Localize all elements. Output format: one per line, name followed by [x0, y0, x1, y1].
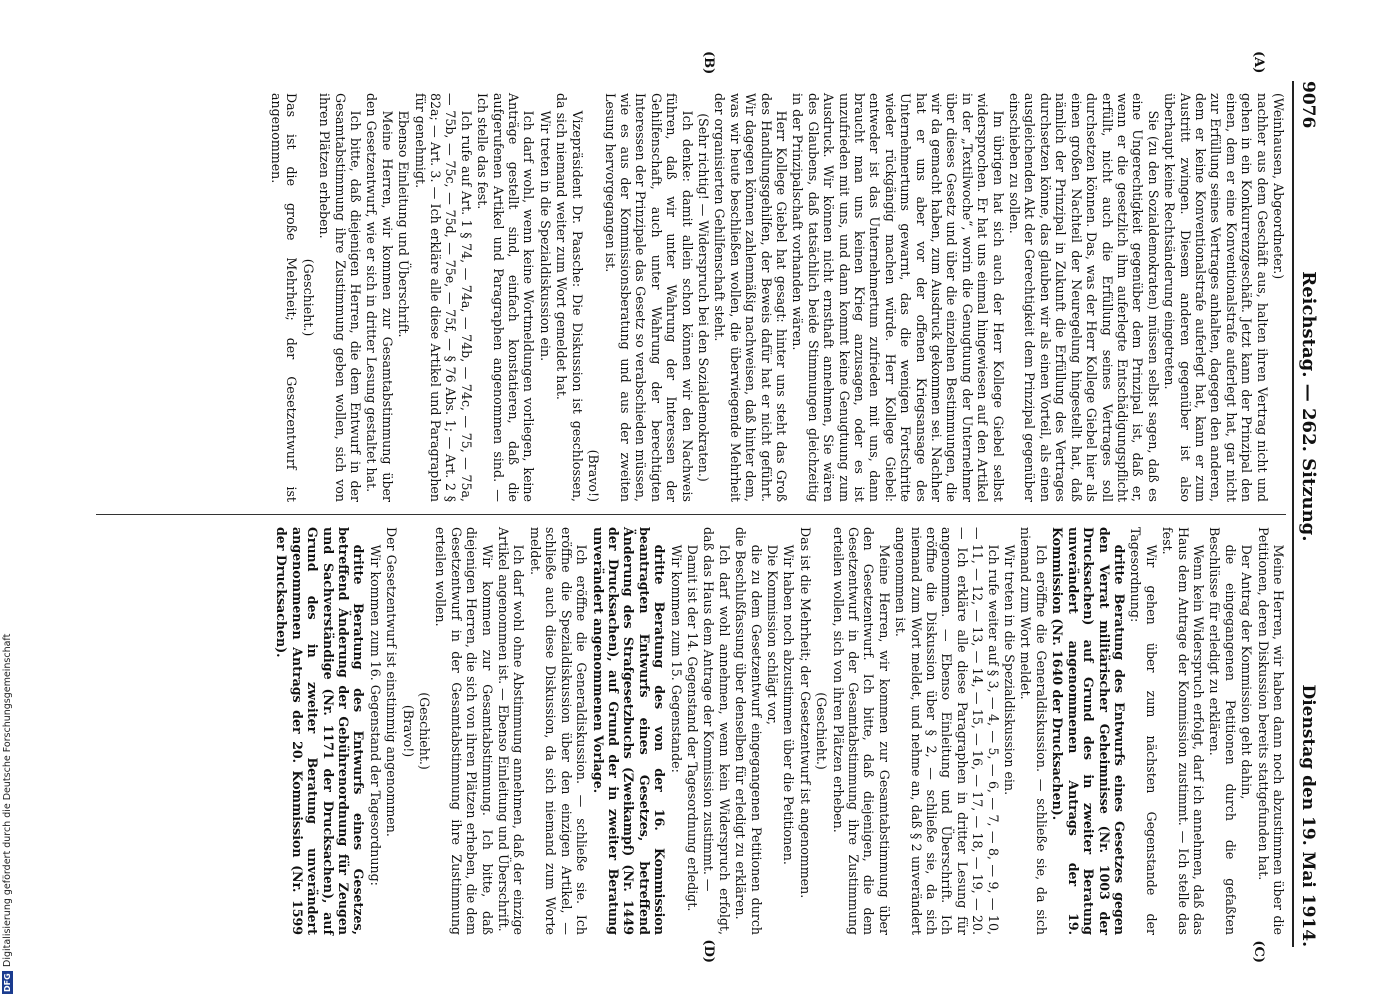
right-column-paragraph: dritte Beratung des von der 16. Kommission beantragten Entwurfs eines Gesetzes, betreffend Änderung des Strafgesetzbuchs (Zweikampf) (Nr. 1449 der Drucksachen), auf Grund der in zweiter Beratung unverändert angenommenen Vorlage. — [590, 527, 668, 935]
text-columns — [96, 51, 1286, 963]
footer-text: Digitalisierung gefördert durch die Deutsche Forschungsgemeinschaft — [2, 634, 13, 968]
right-column-paragraph: (Bravo!) — [400, 704, 416, 758]
left-column-paragraph: Sie (zu den Sozialdemokraten) müssen selbst sagen, daß es eine Ungerechtigkeit gegenüber dem Prinzipal ist, daß er, wenn er die gesetzlich ihm auferlegte Entschädigungspflicht erfüllt, nicht auch die Erfüllung seines Vertrages soll durchsetzen können. Das, was der Herr Kollege Giebel hier als einen großen Nachteil der Neuregelung hingestellt hat, daß nämlich der Prinzipal in Zukunft die Erfüllung des Vertrages durchsetzen könne, das glauben wir als einen Vorteil, als einen ausgleichenden Akt der Gerechtigkeit dem Prinzipal gegenüber einschieben zu sollen. — [1007, 93, 1161, 502]
left-column-paragraph: (Bravo!) — [586, 449, 602, 502]
left-column-paragraph: Ich darf wohl, wenn keine Wortmeldungen vorliegen, keine Anträge gestellt sind, einfach konstatieren, daß die aufgerufenen Artikel und Paragraphen angenommen sind. — Ich stelle das fest. — [475, 93, 537, 502]
left-column-paragraph: nachher aus dem Geschäft aus, halten ihren Vertrag nicht und gehen in ein Konkurrenzgeschäft. Jetzt kann der Prinzipal den einen, dem er eine Konventionalstrafe auferlegt hat, gar nicht zur Erfüllung seines Vertrages anhalten, dagegen den anderen, dem er keine Konventionalstrafe auferlegt hat, kann er zum Austritt zwingen. Diesem anderen gegenüber ist also überhaupt keine Rechtsänderung eingetreten. — [1162, 93, 1270, 502]
left-column-paragraph: Vizepräsident Dr. Paasche: Die Diskussion ist geschlossen, da sich niemand weiter zum Wort gemeldet hat. — [554, 93, 585, 502]
right-column-paragraph: dritte Beratung des Entwurfs eines Gesetzes, betreffend Änderung der Gebührenordnung für Zeugen und Sachverständige (Nr. 1171 der Drucksachen), auf Grund des in zweiter Beratung unverändert angenommenen Antrags der 20. Kommission (Nr. 1599 der Drucksachen). — [274, 527, 367, 935]
left-column-paragraph: Herr Kollege Giebel hat gesagt: hinter uns steht das Groß des Handlungsgehilfen, der Beweis dafür hat er nicht geführt. Wir dagegen können zahlenmäßig nachweisen, daß hinter dem, was wir heute beschließen wollen, die überwiegende Mehrheit der organisierten Gehilfenschaft steht. — [712, 93, 789, 502]
dfg-logo: DFG — [3, 973, 12, 992]
right-column-paragraph: Das ist die Mehrheit; der Gesetzentwurf ist angenommen. — [797, 527, 813, 899]
left-column-paragraph: Im übrigen hat sich auch der Herr Kollege Giebel selbst widersprochen. Er hat uns einmal hingewiesen auf den Artikel in der „Textilwoche“, worin die Genugtuung der Unternehmer über dieses Gesetz und über die einzelnen Bestimmungen, die wir da gemacht haben, zum Ausdruck gekommen sei. Nachher hat er uns aber vor der offenen Kriegsansage des Unternehmertums gewarnt, das die wenigen Fortschritte wieder rückgängig machen würde. Herr Kollege Giebel: entweder ist das Unternehmertum zufrieden mit uns, dann braucht man uns keinen Krieg anzusagen, oder es ist unzufrieden mit uns, und dann kommt keine Genugtuung zum Ausdruck. Wir können nicht ernsthaft annehmen, Sie wären des Glaubens, daß tatsächlich beide Stimmungen gleichzeitig in der Prinzipalschaft vorhanden wären. — [790, 93, 1006, 502]
right-column-paragraph: Meine Herren, wir kommen zur Gesamtabstimmung über den Gesetzentwurf. Ich bitte, daß diejenigen, die dem Gesetzentwurf in der Gesamtabstimmung ihre Zustimmung erteilen wollen, sich von ihren Plätzen erheben. — [830, 527, 892, 935]
left-column-paragraph: Ich bitte, daß diejenigen Herren, die dem Entwurf in der Gesamtabstimmung ihre Zustimmung geben wollen, sich von ihren Plätzen erheben. — [317, 93, 364, 502]
right-column-paragraph: Wir kommen zur Gesamtabstimmung. Ich bitte, daß diejenigen Herren, die sich von ihren Plätzen erheben, die dem Gesetzentwurf in der Gesamtabstimmung ihre Zustimmung erteilen wollen. — [433, 527, 495, 935]
right-column-paragraph: Wir treten in die Spezialdiskussion ein. — [1002, 544, 1018, 796]
right-column-paragraph: Wir haben noch abzustimmen über die Petitionen. — [781, 544, 797, 865]
document-page — [55, 35, 1325, 965]
margin-letter-d: (D) — [701, 939, 716, 963]
right-column-paragraph: (Geschieht.) — [814, 692, 830, 770]
right-column-paragraph: Ich rufe weiter auf § 3, — 4, — 5, — 6, — 7, — 8, — 9, — 10, — 11, — 12, — 13, — 14, — 15, — 16, — 17, — 18, — 19, — 20. — Ich erkläre alle diese Paragraphen in dritter Lesung für angenommen. — Ebenso Einleitung und Überschrift. Ich eröffne die Diskussion über § 2, — schließe sie, da sich niemand zum Wort meldet, und nehme an, daß § 2 unverändert angenommen ist. — [893, 527, 1001, 935]
right-column-paragraph: Meine Herren, wir haben dann noch abzustimmen über die Petitionen, deren Diskussion bereits stattgefunden hat. — [1255, 527, 1286, 935]
right-column-paragraph: dritte Beratung des Entwurfs eines Gesetzes gegen den Verrat militärischer Geheimnisse (Nr. 1003 der Drucksachen) auf Grund des in zweiter Beratung unverändert angenommenen Antrags der 19. Kommission (Nr. 1640 der Drucksachen). — [1050, 527, 1127, 935]
margin-letter-b: (B) — [701, 51, 716, 75]
margin-letter-a: (A) — [1251, 51, 1266, 74]
left-column-paragraph: (Geschieht.) — [300, 258, 316, 337]
footer-credit — [2, 634, 13, 994]
left-column-paragraph: Ebenso Einleitung und Überschrift. — [396, 110, 412, 338]
running-head — [1292, 81, 1319, 947]
running-title: Reichstag. — 262. Sitzung. — [1298, 271, 1319, 542]
right-column-paragraph: (Geschieht.) — [417, 692, 433, 770]
left-column-paragraph: Ich denke: damit allein schon können wir den Nachweis führen, daß wir unter Wahrung der Interessen der Gehilfenschaft, auch unter Wahrung der berechtigten Interessen der Prinzipale das Gesetz so verabschieden müssen, wie es aus der Kommissionsberatung und aus der zweiten Lesung hervorgegangen ist. — [602, 93, 695, 502]
right-column-paragraph: Ich eröffne die Generaldiskussion. — schließe sie. Ich eröffne die Spezialdiskussion über den einzigen Artikel, — schließe auch diese Diskussion, da sich niemand zum Worte meldet. — [527, 527, 590, 935]
right-column-paragraph: Wir kommen zum 16. Gegenstand der Tagesordnung: — [367, 544, 383, 886]
right-column-paragraph: Der Antrag der Kommission geht dahin, — [1239, 544, 1255, 800]
page-number: 9076 — [1298, 81, 1318, 129]
right-column-paragraph: Wenn kein Widerspruch erfolgt, darf ich annehmen, daß das Haus dem Antrage der Kommission zustimmt. — Ich stelle das fest. — [1160, 527, 1206, 935]
left-column-paragraph: Meine Herren, wir kommen zur Gesamtabstimmung über den Gesetzentwurf, wie er sich in dritter Lesung gestaltet hat. — [364, 93, 395, 502]
right-column-paragraph: Damit ist der 14. Gegenstand der Tagesordnung erledigt. — [684, 544, 700, 912]
right-column-paragraph: die zu dem Gesetzentwurf eingegangenen Petitionen durch die Beschlußfassung über denselben für erledigt zu erklären. — [733, 527, 764, 935]
right-column-paragraph: Der Gesetzentwurf ist einstimmig angenommen. — [384, 527, 400, 837]
left-column-paragraph: Wir treten in die Spezialdiskussion ein. — [537, 110, 553, 362]
left-column-paragraph: Ich rufe auf Art. 1 § 74, — 74a, — 74b, — 74c, — 75, — 75a, — 75b, — 75c, — 75d, — 75e, — 75f, — § 76 Abs. 1; — Art. 2 § 82a; — Art. 3. — Ich erkläre alle diese Artikel und Paragraphen für genehmigt. — [412, 93, 474, 502]
left-column — [96, 81, 1286, 514]
right-column — [96, 514, 1286, 947]
right-column-paragraph: Ich eröffne die Generaldiskussion. — schließe sie, da sich niemand zum Wort meldet. — [1018, 527, 1049, 935]
session-date: Dienstag den 19. Mai 1914. — [1298, 684, 1318, 947]
right-column-paragraph: die eingegangenen Petitionen durch die gefaßten Beschlüsse für erledigt zu erklären. — [1207, 527, 1238, 935]
margin-letter-c: (C) — [1251, 940, 1266, 963]
right-column-paragraph: Die Kommission schlägt vor, — [765, 544, 780, 726]
right-column-paragraph: Wir gehen über zum nächsten Gegenstande der Tagesordnung: — [1128, 527, 1159, 935]
right-column-paragraph: Ich darf wohl annehmen, wenn kein Widerspruch erfolgt, daß das Haus dem Antrage der Kommission zustimmt. — — [701, 527, 732, 935]
left-column-paragraph: (Weinhausen, Abgeordneter.) — [1271, 93, 1286, 280]
right-column-paragraph: Wir kommen zum 15. Gegenstande: — [668, 544, 684, 773]
left-column-paragraph: (Sehr richtig! — Widerspruch bei den Sozialdemokraten.) — [695, 113, 711, 482]
right-column-paragraph: Ich darf wohl ohne Abstimmung annehmen, daß der einzige Artikel angenommen ist. — Ebenso Einleitung und Überschrift. — [496, 527, 527, 935]
left-column-paragraph: Das ist die große Mehrheit; der Gesetzentwurf ist angenommen. — [269, 93, 300, 502]
